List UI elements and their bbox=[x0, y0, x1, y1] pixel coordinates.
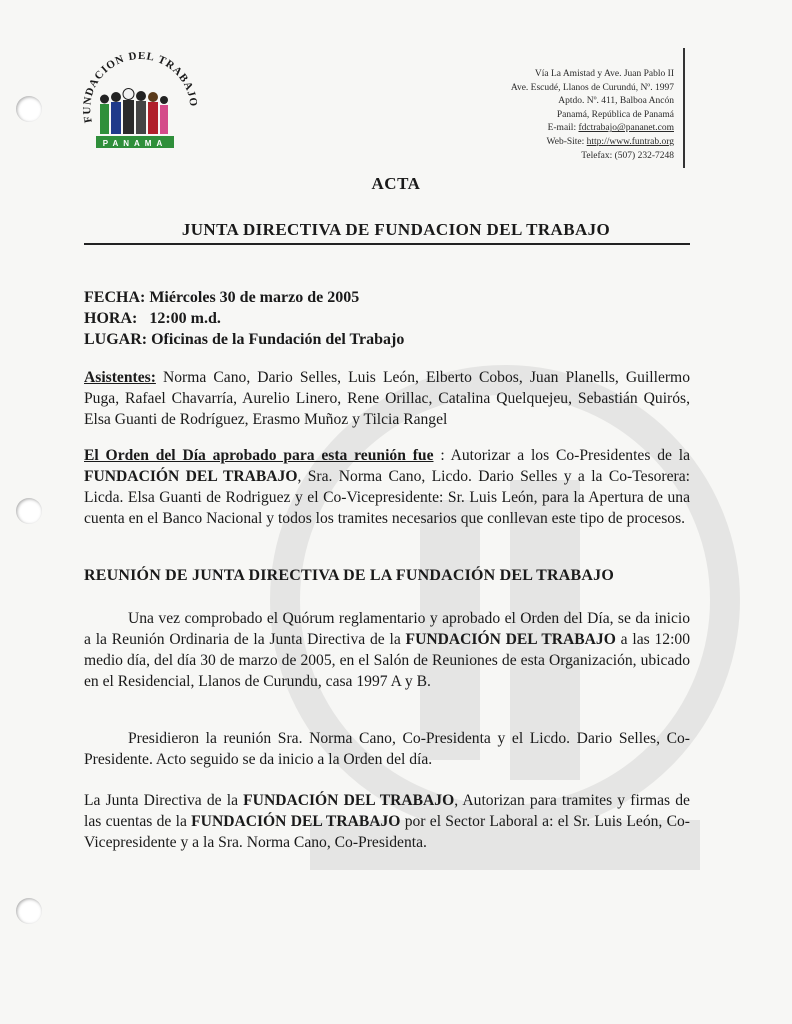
binder-hole bbox=[16, 498, 42, 524]
hora-line: HORA: 12:00 m.d. bbox=[84, 310, 221, 327]
address-line: Aptdo. Nº. 411, Balboa Ancón bbox=[558, 96, 674, 107]
presiding-paragraph: Presidieron la reunión Sra. Norma Cano, Co-Presidenta y el Licdo. Dario Selles, Co-Presidente. Acto seguido se da inicio a la Orden del día. bbox=[84, 730, 690, 768]
email-link[interactable]: fdctrabajo@pananet.com bbox=[578, 123, 674, 134]
lugar-line: LUGAR: Oficinas de la Fundación del Trabajo bbox=[84, 331, 405, 348]
logo-base-text: PANAMA bbox=[102, 139, 168, 148]
document-heading: ACTA bbox=[371, 174, 421, 193]
address-line: Panamá, República de Panamá bbox=[556, 109, 674, 120]
agenda-paragraph: El Orden del Día aprobado para esta reunión fue : Autorizar a los Co-Presidentes de la FUNDACIÓN DEL TRABAJO, Sra. Norma Cano, Licdo. Dario Selles y a la Co-Tesorera: Licda. Elsa Guanti de Rodriguez y el Co-Vicepresidente: Sr. Luis León, para la Apertura de una cuenta en el Banco Nacional y todos los tramites necesarios que conllevan este tipo de procesos. bbox=[84, 447, 691, 527]
address-line: Vía La Amistad y Ave. Juan Pablo II bbox=[534, 69, 674, 79]
letterhead-address bbox=[511, 68, 674, 163]
address-line: Ave. Escudé, Llanos de Curundú, Nº. 1997 bbox=[510, 82, 674, 93]
logo-arc-text: FUNDACION DEL TRABAJO bbox=[81, 52, 200, 124]
fecha-line: FECHA: Miércoles 30 de marzo de 2005 bbox=[84, 289, 360, 306]
section-heading: REUNIÓN DE JUNTA DIRECTIVA DE LA FUNDACIÓN DEL TRABAJO bbox=[84, 567, 615, 584]
agenda-label: El Orden del Día aprobado para esta reunión fue bbox=[84, 447, 434, 464]
letterhead-rule bbox=[683, 48, 685, 168]
phone-line: Telefax: (507) 232-7248 bbox=[581, 150, 674, 161]
attendees-label: Asistentes: bbox=[84, 369, 156, 386]
authorization-paragraph: La Junta Directiva de la FUNDACIÓN DEL TRABAJO, Autorizan para tramites y firmas de las cuentas de la FUNDACIÓN DEL TRABAJO por el Sector Laboral a: el Sr. Luis León, Co-Vicepresidente y a la Sra. Norma Cano, Co-Presidenta. bbox=[84, 792, 690, 851]
title-rule bbox=[84, 243, 690, 245]
binder-hole bbox=[16, 898, 42, 924]
meeting-paragraph: Una vez comprobado el Quórum reglamentario y aprobado el Orden del Día, se da inicio a la Reunión Ordinaria de la Junta Directiva de la FUNDACIÓN DEL TRABAJO a las 12:00 medio día, del día 30 de marzo de 2005, en el Salón de Reuniones de esta Organización, ubicado en el Residencial, Llanos de Curundu, casa 1997 A y B. bbox=[84, 610, 690, 690]
attendees-paragraph: Asistentes: Norma Cano, Dario Selles, Luis León, Elberto Cobos, Juan Planells, Guillermo Puga, Rafael Chavarría, Aurelio Linero, Rene Orillac, Catalina Quelquejeu, Sebastián Quirós, Elsa Guanti de Rodríguez, Erasmo Muñoz y Tilcia Rangel bbox=[84, 369, 690, 428]
email-line: E-mail: fdctrabajo@pananet.com bbox=[547, 123, 674, 134]
binder-hole bbox=[16, 96, 42, 122]
fundacion-logo bbox=[78, 52, 200, 160]
document-title: JUNTA DIRECTIVA DE FUNDACION DEL TRABAJO bbox=[181, 220, 611, 239]
web-line: Web-Site: http://www.funtrab.org bbox=[546, 136, 674, 147]
meeting-details bbox=[84, 287, 404, 350]
web-link[interactable]: http://www.funtrab.org bbox=[586, 136, 674, 147]
